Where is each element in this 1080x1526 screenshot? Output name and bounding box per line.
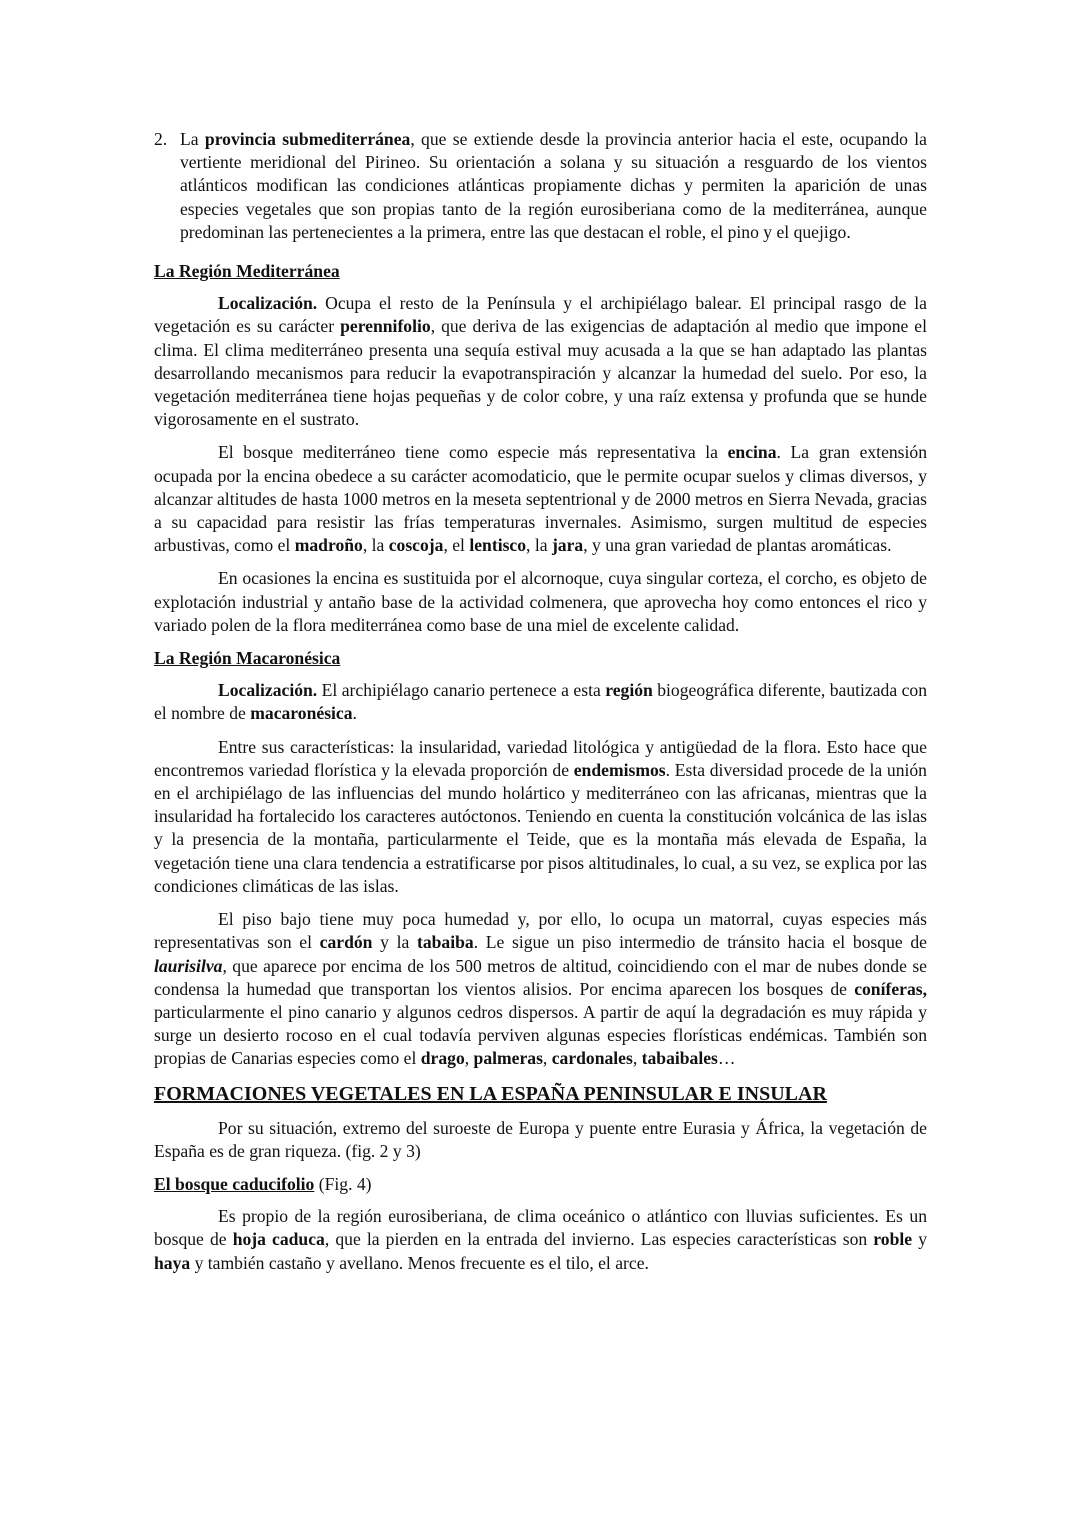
paragraph-bosque-caducifolio: Es propio de la región eurosiberiana, de clima oceánico o atlántico con lluvias suficientes. Es un bosque de hoja caduca, que la pierden en la entrada del invierno. Las especies características son roble y haya y también castaño y avellano. Menos frecuente es el tilo, el arce. <box>154 1206 927 1273</box>
list-item-provincia-submediterranea <box>154 128 927 244</box>
heading-formaciones-vegetales: FORMACIONES VEGETALES EN LA ESPAÑA PENINSULAR E INSULAR <box>154 1082 827 1105</box>
heading-bosque-caducifolio: El bosque caducifolio <box>154 1173 315 1194</box>
heading-region-macaronesica: La Región Macaronésica <box>154 648 341 669</box>
heading-region-mediterranea: La Región Mediterránea <box>154 261 340 282</box>
heading-bosque-caducifolio-row <box>154 1173 927 1196</box>
paragraph-mediterranea-localizacion: Localización. Ocupa el resto de la Península y el archipiélago balear. El principal rasgo de la vegetación es su carácter perennifolio, que deriva de las exigencias de adaptación al medio que impone el clima. El clima mediterráneo presenta una sequía estival muy acusada a la que se han adaptado las plantas desarrollando mecanismos para reducir la evapotranspiración y alcanzar la humedad del suelo. Por eso, la vegetación mediterránea tiene hojas pequeñas y de color cobre, y una raíz extensa y profunda que se hunde vigorosamente en el sustrato. <box>154 293 927 430</box>
list-item-text: La provincia submediterránea, que se extiende desde la provincia anterior hacia el este, ocupando la vertiente meridional del Pirineo. Su orientación a solana y su situación a resguardo de los vientos atlánticos modifican las condiciones atlánticas propiamente dichas y permiten la aparición de unas especies vegetales que son propias tanto de la región eurosiberiana como de la mediterránea, aunque predominan las pertenecientes a la primera, entre las que destacan el roble, el pino y el quejigo. <box>180 129 927 242</box>
paragraph-pisos-altitudinales: El piso bajo tiene muy poca humedad y, por ello, lo ocupa un matorral, cuyas especies más representativas son el cardón y la tabaiba. Le sigue un piso intermedio de tránsito hacia el bosque de laurisilva, que aparece por encima de los 500 metros de altitud, coincidiendo con el mar de nubes donde se condensa la humedad que transportan los vientos alisios. Por encima aparecen los bosques de coníferas, particularmente el pino canario y algunos cedros dispersos. A partir de aquí la degradación es muy rápida y surge un desierto rocoso en el cual todavía perviven algunas especies florísticas endémicas. También son propias de Canarias especies como el drago, palmeras, cardonales, tabaibales… <box>154 909 927 1069</box>
paragraph-alcornoque: En ocasiones la encina es sustituida por el alcornoque, cuya singular corteza, el corcho, es objeto de explotación industrial y antaño base de la actividad colmenera, que aprovecha hoy como entonces el rico y variado polen de la flora mediterránea como base de una miel de excelente calidad. <box>154 568 927 635</box>
paragraph-macaronesica-caracteristicas: Entre sus características: la insularidad, variedad litológica y antigüedad de la flora. Esto hace que encontremos variedad florística y la elevada proporción de endemismos. Esta diversidad procede de la unión en el archipiélago de las influencias del mundo holártico y mediterráneo con las africanas, mientras que la insularidad ha fortalecido los caracteres autóctonos. Teniendo en cuenta la constitución volcánica de las islas y la presencia de la montaña, particularmente el Teide, que es la montaña más elevada de España, la vegetación tiene una clara tendencia a estratificarse por pisos altitudinales, lo cual, a su vez, se explica por las condiciones climáticas de las islas. <box>154 736 927 896</box>
paragraph-formaciones-intro: Por su situación, extremo del suroeste de Europa y puente entre Eurasia y África, la vegetación de España es de gran riqueza. (fig. 2 y 3) <box>154 1117 927 1161</box>
list-number: 2. <box>154 129 168 149</box>
figure-reference: (Fig. 4) <box>314 1173 372 1194</box>
term-provincia-submediterranea: provincia submediterránea <box>204 129 411 149</box>
paragraph-bosque-mediterraneo: El bosque mediterráneo tiene como especie más representativa la encina. La gran extensión ocupada por la encina obedece a su carácter acomodaticio, que le permite ocupar suelos y climas diversos, y alcanzar altitudes de hasta 1000 metros en la meseta septentrional y de 2000 metros en Sierra Nevada, gracias a su capacidad para resistir las frías temperaturas invernales. Asimismo, surgen multitud de especies arbustivas, como el madroño, la coscoja, el lentisco, la jara, y una gran variedad de plantas aromáticas. <box>154 442 928 556</box>
document-page <box>154 128 927 1285</box>
paragraph-macaronesica-localizacion: Localización. El archipiélago canario pertenece a esta región biogeográfica diferente, bautizada con el nombre de macaronésica. <box>154 680 928 724</box>
